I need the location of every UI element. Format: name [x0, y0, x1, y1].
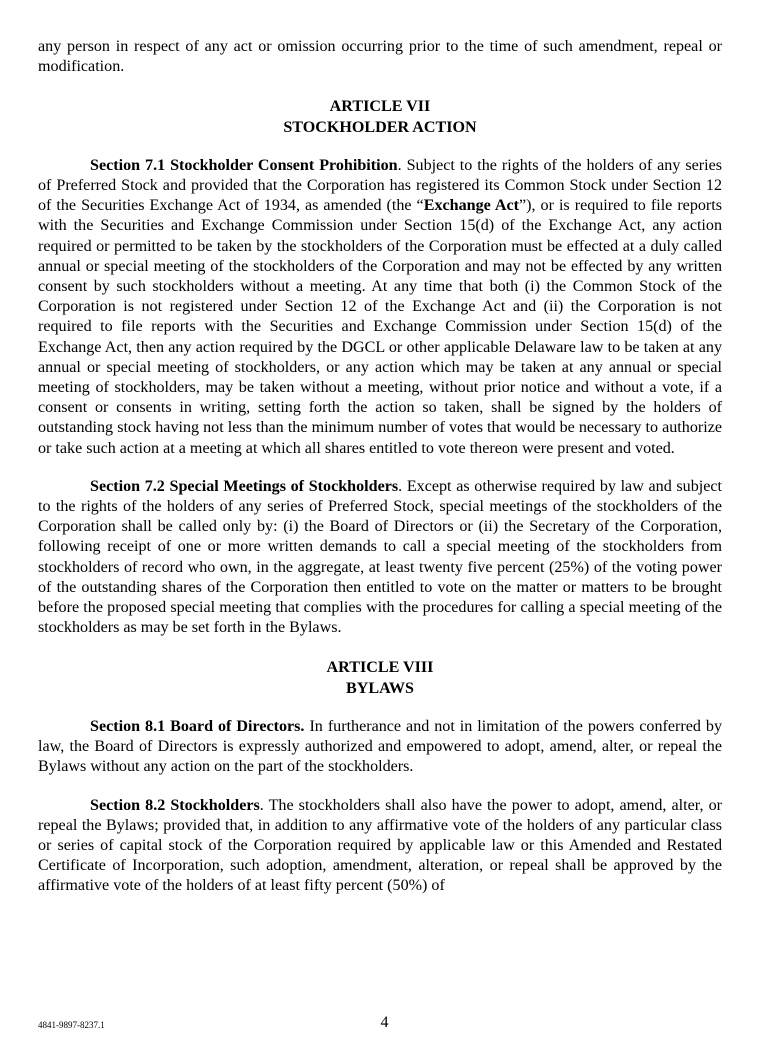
section-8-1-heading: Section 8.1 Board of Directors.: [90, 717, 305, 735]
document-page: [38, 37, 722, 897]
section-7-1-heading: Section 7.1 Stockholder Consent Prohibition: [90, 156, 398, 174]
defined-term-exchange-act: Exchange Act: [423, 197, 520, 215]
section-8-1-text: In furtherance and not in limitation of the powers conferred by law, the Board of Directors is expressly authorized and empowered to adopt, amend, alter, or repeal the Bylaws without any action on the part of the stockholders.: [38, 717, 722, 776]
section-7-1-text-a: . Subject to the rights of the holders of any series of Preferred Stock and provided that the Corporation has registered its Common Stock under Section 12 of the Securities Exchange Act of 1934, as amended (the “: [38, 156, 722, 215]
footer-document-id: 4841-9897-8237.1: [38, 1020, 105, 1030]
section-7-2-heading: Section 7.2 Special Meetings of Stockholders: [90, 477, 399, 495]
continuation-paragraph: any person in respect of any act or omission occurring prior to the time of such amendment, repeal or modification.: [38, 38, 722, 76]
section-8-2-text: . The stockholders shall also have the power to adopt, amend, alter, or repeal the Bylaws; provided that, in addition to any affirmative vote of the holders of any particular class or series of capital stock of the Corporation required by applicable law or this Amended and Restated Certificate of Incorporation, such adoption, amendment, alteration, or repeal shall be approved by the affirmative vote of the holders of at least fifty percent (50%) of: [38, 796, 722, 895]
section-7-2-paragraph: [38, 477, 722, 639]
article-8-title: BYLAWS: [346, 679, 414, 697]
section-8-1-paragraph: [38, 717, 722, 778]
article-7-number: ARTICLE VII: [329, 98, 431, 116]
footer-page-number: 4: [380, 1014, 389, 1031]
article-8-number: ARTICLE VIII: [326, 659, 434, 677]
section-7-1-paragraph: [38, 156, 722, 459]
article-7-title: STOCKHOLDER ACTION: [283, 118, 477, 136]
section-7-1-text-b: ”), or is required to file reports with the Securities and Exchange Commission under Section 15(d) of the Exchange Act, any action required or permitted to be taken by the stockholders of the Corporation must be effected at a duly called annual or special meeting of the stockholders of the Corporation and may not be effected by any written consent by such stockholders without a meeting. At any time that both (i) the Common Stock of the Corporation is not registered under Section 12 of the Exchange Act and (ii) the Corporation is not required to file reports with the Securities and Exchange Commission under Section 15(d) of the Exchange Act, then any action required by the DGCL or other applicable Delaware law to be taken at any annual or special meeting of stockholders, or any action which may be taken at any annual or special meeting of stockholders, may be taken without a meeting, without prior notice and without a vote, if a consent or consents in writing, setting forth the action so taken, shall be signed by the holders of outstanding stock having not less than the minimum number of votes that would be necessary to authorize or take such action at a meeting at which all shares entitled to vote thereon were present and voted.: [38, 197, 723, 457]
section-8-2-paragraph: [38, 796, 722, 897]
section-8-2-heading: Section 8.2 Stockholders: [90, 796, 260, 814]
section-7-2-text: . Except as otherwise required by law and subject to the rights of the holders of any series of Preferred Stock, special meetings of the stockholders of the Corporation shall be called only by: (i) the Board of Directors or (ii) the Secretary of the Corporation, following receipt of one or more written demands to call a special meeting of the stockholders from stockholders of record who own, in the aggregate, at least twenty five percent (25%) of the voting power of the outstanding shares of the Corporation then entitled to vote on the matter or matters to be brought before the proposed special meeting that complies with the procedures for calling a special meeting of the stockholders as may be set forth in the Bylaws.: [38, 477, 722, 637]
